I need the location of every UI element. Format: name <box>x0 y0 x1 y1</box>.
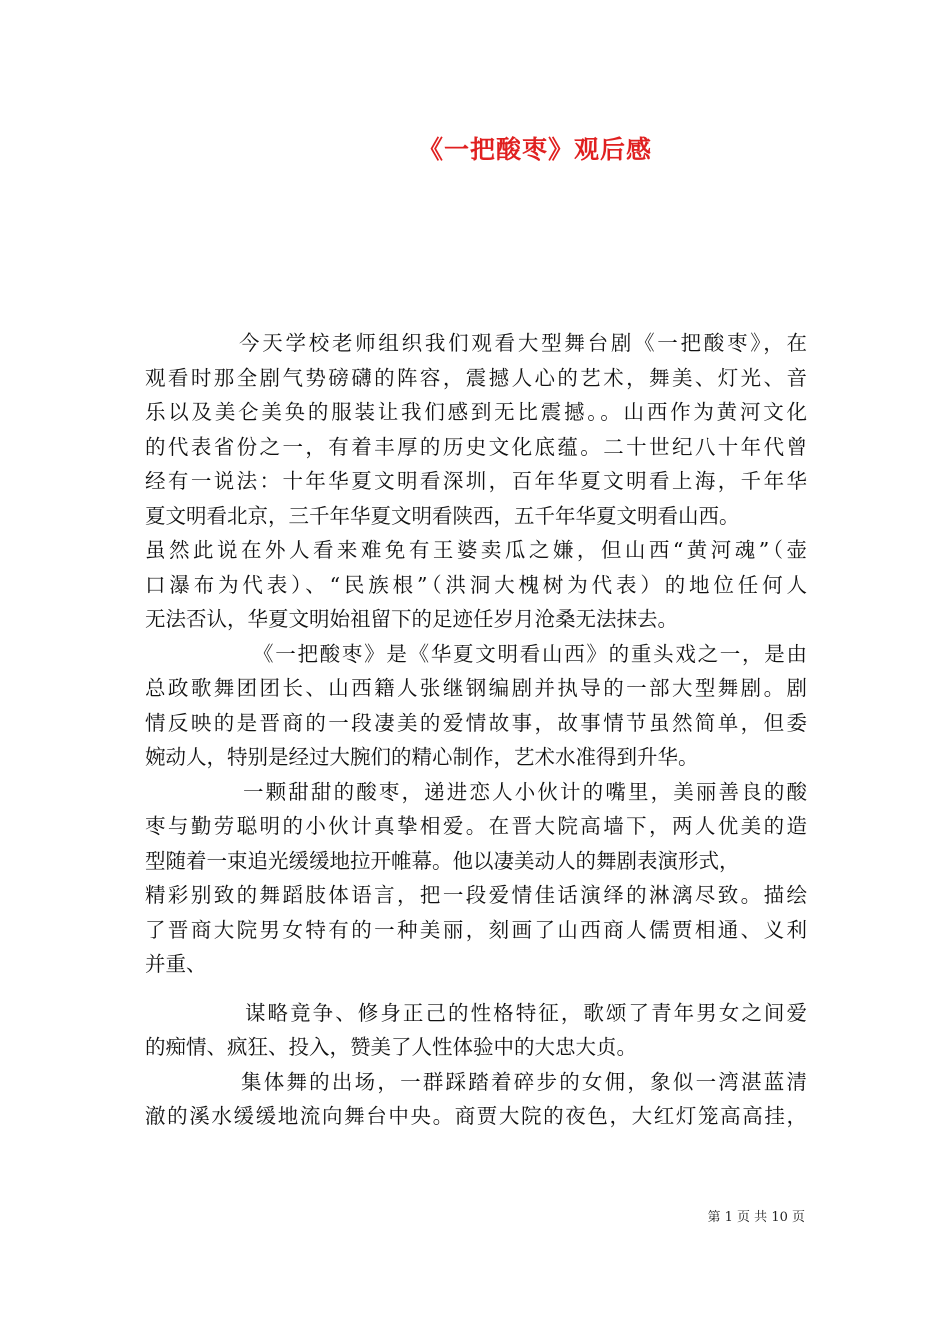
text-line: 今天学校老师组织我们观看大型舞台剧《一把酸枣》，在 <box>239 331 807 355</box>
page-footer: 第 1 页 共 10 页 <box>707 1210 805 1225</box>
text-line: 情反映的是晋商的一段凄美的爱情故事，故事情节虽然简单，但委 <box>145 710 807 735</box>
text-line: 观看时那全剧气势磅礴的阵容，震撼人心的艺术，舞美、灯光、音 <box>145 365 807 390</box>
text-line: 虽然此说在外人看来难免有王婆卖瓜之嫌，但山西“黄河魂”（壶 <box>145 538 807 562</box>
text-line: 经有一说法：十年华夏文明看深圳，百年华夏文明看上海，千年华 <box>145 469 807 493</box>
text-line: 了晋商大院男女特有的一种美丽，刻画了山西商人儒贾相通、义利 <box>145 917 807 942</box>
text-line: 集体舞的出场，一群踩踏着碎步的女佣，象似一湾湛蓝清 <box>241 1069 807 1094</box>
text-line: 谋略竟争、修身正己的性格特征，歌颂了青年男女之间爱 <box>245 1000 807 1025</box>
text-line: 无法否认，华夏文明始祖留下的足迹任岁月沧桑无法抹去。 <box>145 607 678 631</box>
document-title: 《一把酸枣》观后感 <box>417 135 652 164</box>
text-line: 并重、 <box>145 952 207 976</box>
text-line: 婉动人，特别是经过大腕们的精心制作，艺术水准得到升华。 <box>145 745 699 769</box>
text-line: 澈的溪水缓缓地流向舞台中央。商贾大院的夜色，大红灯笼高高挂， <box>145 1104 807 1128</box>
text-line: 总政歌舞团团长、山西籍人张继钢编剧并执导的一部大型舞剧。剧 <box>145 676 807 700</box>
text-line: 一颗甜甜的酸枣，递进恋人小伙计的嘴里，美丽善良的酸 <box>243 779 807 804</box>
text-line: 口瀑布为代表）、“民族根”（洪洞大槐树为代表）的地位任何人 <box>145 572 807 597</box>
text-line: 精彩别致的舞蹈肢体语言，把一段爱情佳话演绎的淋漓尽致。描绘 <box>145 883 807 907</box>
text-line: 《一把酸枣》是《华夏文明看山西》的重头戏之一，是由 <box>253 641 807 666</box>
text-line: 型随着一束追光缓缓地拉开帷幕。他以凄美动人的舞剧表演形式， <box>145 848 740 873</box>
text-line: 夏文明看北京，三千年华夏文明看陕西，五千年华夏文明看山西。 <box>145 503 740 528</box>
text-line: 的代表省份之一，有着丰厚的历史文化底蕴。二十世纪八十年代曾 <box>145 434 807 459</box>
paragraph-gap <box>145 982 807 996</box>
text-line: 的痴情、疯狂、投入，赞美了人性体验中的大忠大贞。 <box>145 1035 637 1059</box>
document-body <box>145 326 807 1134</box>
text-line: 乐以及美仑美奂的服装让我们感到无比震撼。。山西作为黄河文化 <box>145 400 807 424</box>
text-line: 枣与勤劳聪明的小伙计真挚相爱。在晋大院高墙下，两人优美的造 <box>145 814 807 838</box>
